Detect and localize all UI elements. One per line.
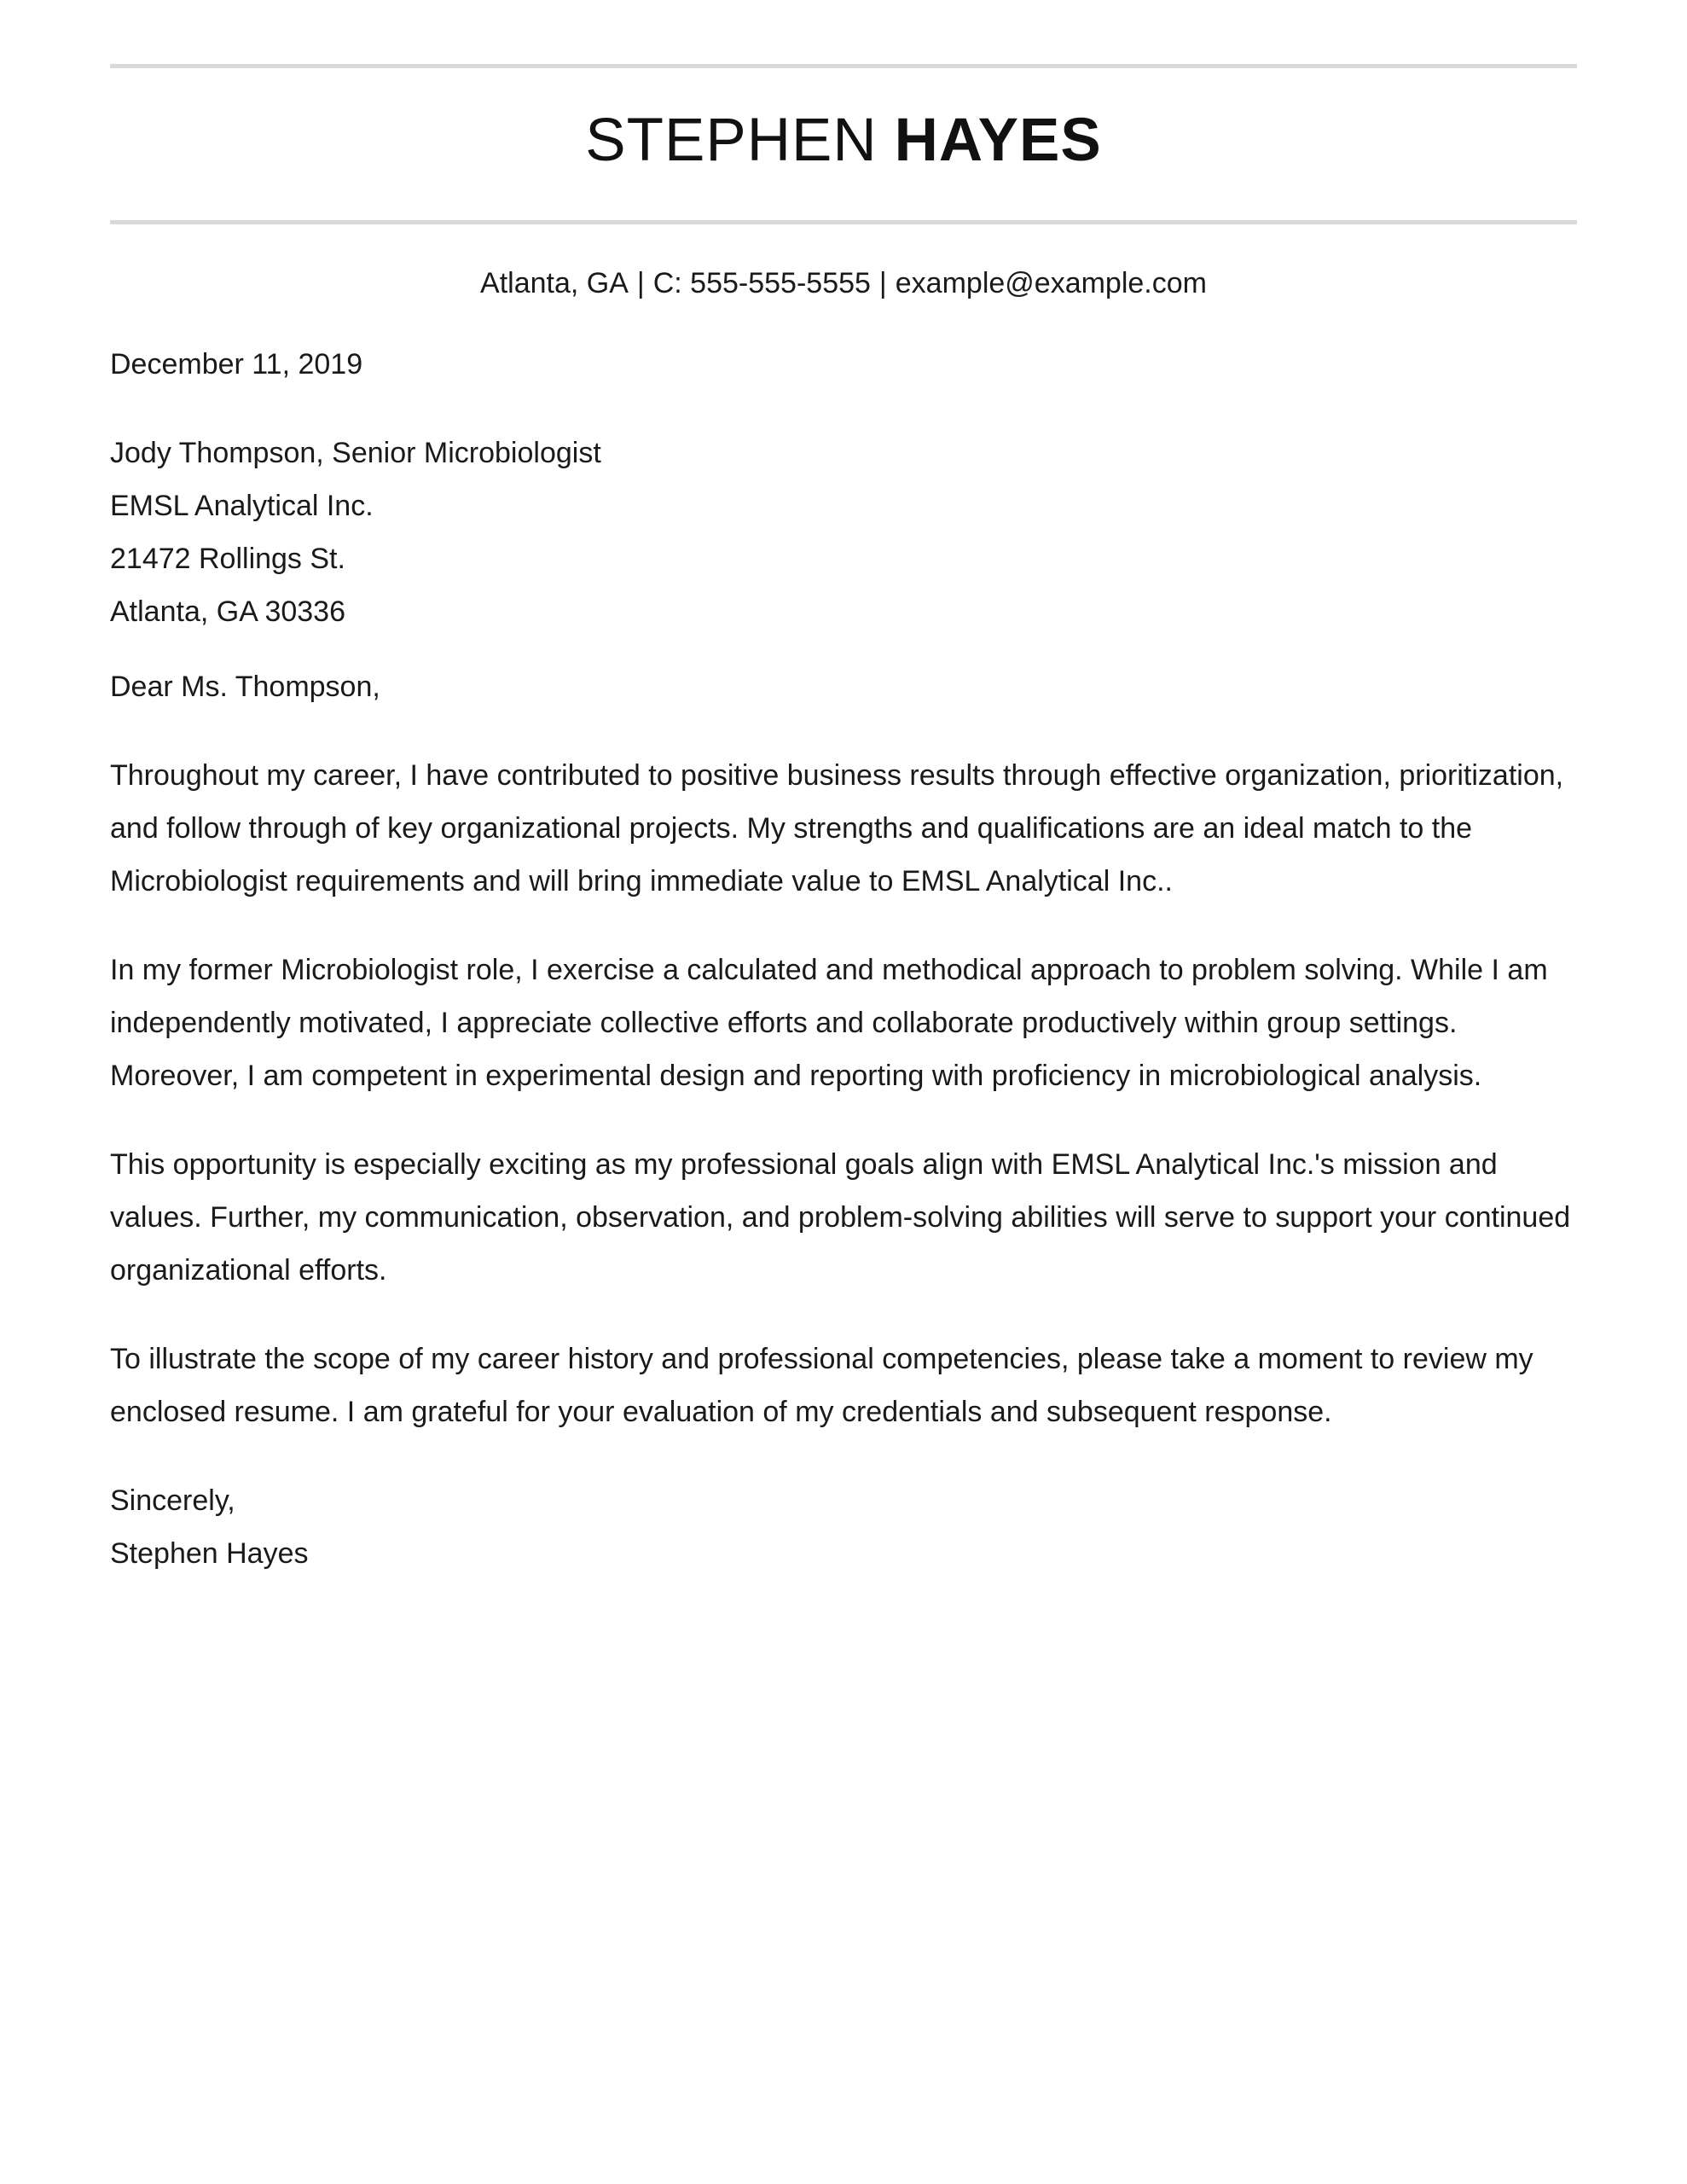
body-paragraph-2: In my former Microbiologist role, I exercise a calculated and methodical approach to problem solving. While I am independently motivated, I appreciate collective efforts and collaborate productively within group settings. Moreover, I am competent in experimental design and reporting with proficiency in microbiological analysis. [110,954,1548,1092]
header-divider [110,220,1577,224]
contact-email: example@example.com [895,267,1207,299]
top-divider [110,64,1577,68]
recipient-city-state-zip: Atlanta, GA 30336 [110,595,345,628]
closing-salutation: Sincerely, [110,1484,235,1517]
letter-date: December 11, 2019 [110,348,363,380]
page-title [110,104,1577,177]
closing-block [110,1474,1577,1580]
body-paragraph-3: This opportunity is especially exciting as my professional goals align with EMSL Analytical Inc.'s mission and values. Further, my communication, observation, and problem-solving abilities will serve to support your continued organizational efforts. [110,1148,1571,1287]
body-paragraph-4: To illustrate the scope of my career history and professional competencies, please take a moment to review my enclosed resume. I am grateful for your evaluation of my credentials and subsequent response. [110,1343,1533,1428]
salutation: Dear Ms. Thompson, [110,671,380,703]
contact-separator: | [636,267,645,299]
first-name: STEPHEN [585,107,878,174]
body-paragraph-1: Throughout my career, I have contributed to positive business results through effective organization, prioritization, and follow through of key organizational projects. My strengths and qualifications are an ideal match to the Microbiologist requirements and will bring immediate value to EMSL Analytical Inc.. [110,759,1564,897]
recipient-block [110,427,1577,638]
contact-separator: | [878,267,887,299]
contact-location: Atlanta, GA [480,267,629,299]
contact-phone: C: 555-555-5555 [652,267,871,299]
contact-line [110,257,1577,310]
recipient-company: EMSL Analytical Inc. [110,490,374,522]
recipient-street: 21472 Rollings St. [110,543,345,575]
last-name: HAYES [894,107,1102,174]
recipient-name-title: Jody Thompson, Senior Microbiologist [110,437,601,469]
signature-name: Stephen Hayes [110,1537,309,1570]
